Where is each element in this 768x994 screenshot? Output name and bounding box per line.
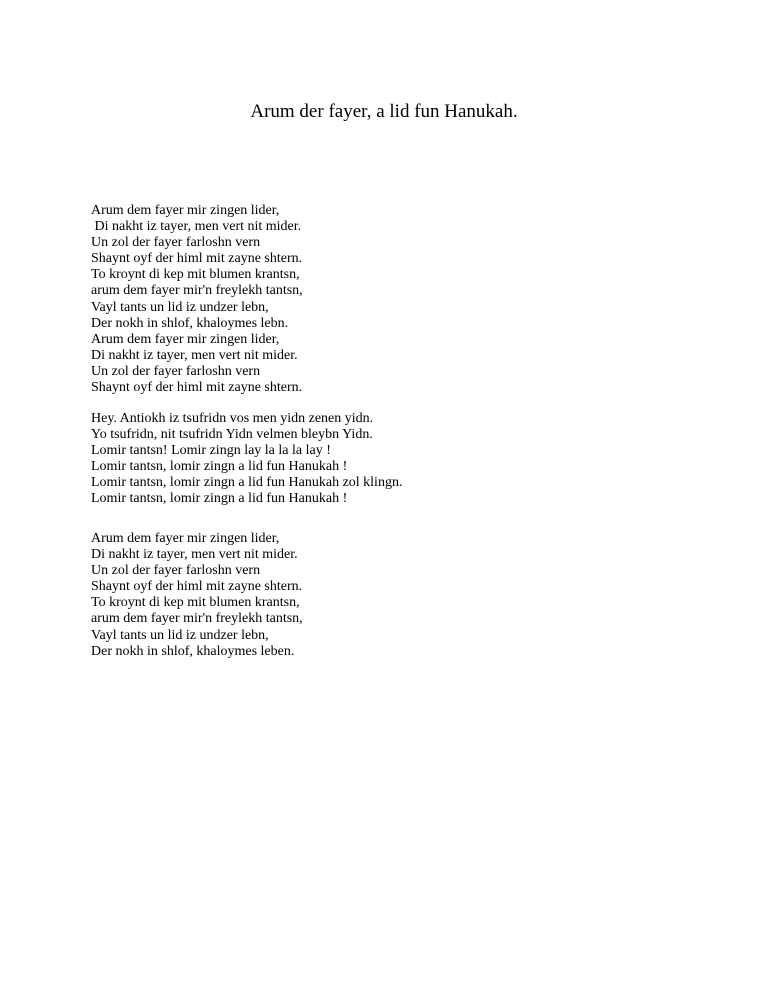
lyric-line: To kroynt di kep mit blumen krantsn,: [91, 267, 300, 283]
lyric-line: arum dem fayer mir'n freylekh tantsn,: [91, 611, 303, 627]
lyric-line: Lomir tantsn, lomir zingn a lid fun Hanukah !: [91, 491, 348, 507]
lyric-line: Shaynt oyf der himl mit zayne shtern.: [91, 380, 303, 396]
lyric-line: Vayl tants un lid iz undzer lebn,: [91, 299, 269, 315]
stanza-1: [91, 203, 711, 396]
lyric-line: Der nokh in shlof, khaloymes leben.: [91, 643, 295, 659]
lyric-line: Der nokh in shlof, khaloymes lebn.: [91, 315, 289, 331]
lyric-line: Lomir tantsn, lomir zingn a lid fun Hanukah zol klingn.: [91, 475, 403, 491]
lyric-line: Arum dem fayer mir zingen lider,: [91, 531, 280, 546]
lyric-line: Lomir tantsn, lomir zingn a lid fun Hanukah !: [91, 459, 348, 475]
lyric-line: Di nakht iz tayer, men vert nit mider.: [91, 347, 298, 363]
lyric-line: Vayl tants un lid iz undzer lebn,: [91, 627, 269, 643]
lyric-line: Yo tsufridn, nit tsufridn Yidn velmen bleybn Yidn.: [91, 427, 373, 443]
stanza-2: [91, 411, 711, 508]
stanza-3: [91, 531, 711, 660]
lyric-line: Un zol der fayer farloshn vern: [91, 563, 261, 579]
lyric-line: Shaynt oyf der himl mit zayne shtern.: [91, 251, 303, 267]
lyric-line: arum dem fayer mir'n freylekh tantsn,: [91, 283, 303, 299]
lyric-line: Un zol der fayer farloshn vern: [91, 235, 261, 251]
lyric-line: Arum dem fayer mir zingen lider,: [91, 203, 280, 218]
lyric-line: Shaynt oyf der himl mit zayne shtern.: [91, 579, 303, 595]
lyric-line: Lomir tantsn! Lomir zingn lay la la la lay !: [91, 443, 331, 459]
lyric-line: Arum dem fayer mir zingen lider,: [91, 331, 280, 347]
lyric-line: To kroynt di kep mit blumen krantsn,: [91, 595, 300, 611]
lyric-line: Di nakht iz tayer, men vert nit mider.: [91, 219, 302, 235]
lyric-line: Un zol der fayer farloshn vern: [91, 363, 261, 379]
song-title: Arum der fayer, a lid fun Hanukah.: [250, 101, 518, 122]
lyric-line: Di nakht iz tayer, men vert nit mider.: [91, 547, 298, 563]
lyric-line: Hey. Antiokh iz tsufridn vos men yidn zenen yidn.: [91, 411, 374, 426]
